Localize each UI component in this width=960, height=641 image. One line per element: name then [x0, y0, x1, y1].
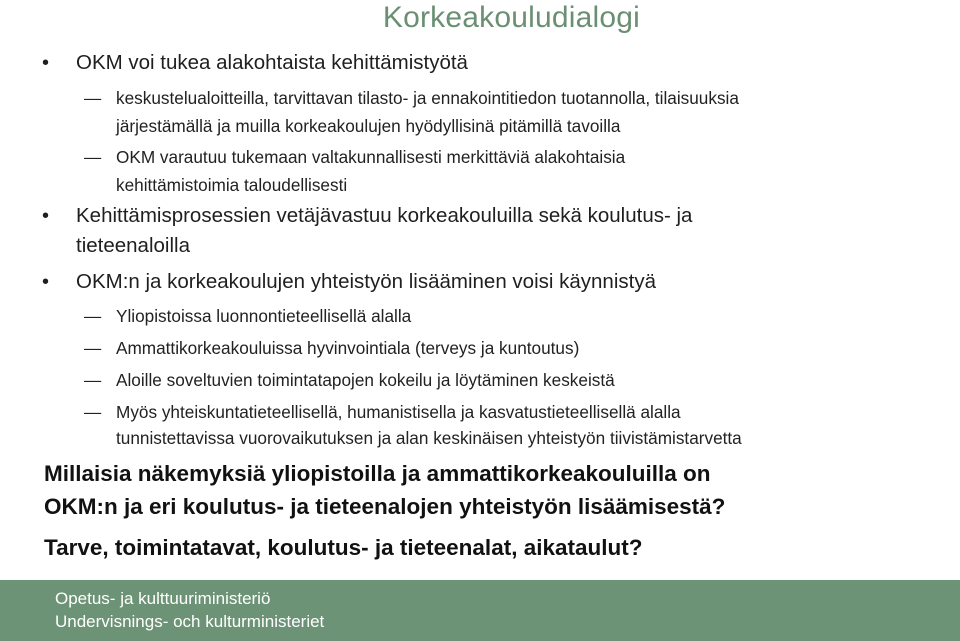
bullet-marker: • — [42, 52, 50, 74]
sub-text: järjestämällä ja muilla korkeakoulujen hyödyllisinä pitämillä tavoilla — [116, 116, 621, 136]
sub-text: Yliopistoissa luonnontieteellisellä alalla — [116, 306, 412, 326]
sub-text: keskustelualoitteilla, tarvittavan tilasto- ja ennakointitiedon tuotannolla, tilaisuuksia — [116, 88, 739, 108]
dash-marker: — — [84, 88, 102, 108]
ministry-name-fi: Opetus- ja kulttuuriministeriö — [55, 589, 271, 608]
question-line: Tarve, toimintatavat, koulutus- ja tieteenalat, aikataulut? — [44, 535, 643, 560]
dash-marker: — — [84, 338, 102, 358]
ministry-footer — [0, 580, 960, 641]
sub-text: kehittämistoimia taloudellisesti — [116, 175, 348, 195]
bullet-text: Kehittämisprosessien vetäjävastuu korkeakouluilla sekä koulutus- ja — [76, 204, 693, 227]
question-line: OKM:n ja eri koulutus- ja tieteenalojen yhteistyön lisäämisestä? — [44, 494, 726, 519]
sub-text: Myös yhteiskuntatieteellisellä, humanistisella ja kasvatustieteellisellä alalla — [116, 402, 681, 422]
bullet-marker: • — [42, 271, 50, 293]
dash-marker: — — [84, 306, 102, 326]
sub-text: Aloille soveltuvien toimintatapojen kokeilu ja löytäminen keskeistä — [116, 370, 615, 390]
dash-marker: — — [84, 370, 102, 390]
sub-text: tunnistettavissa vuorovaikutuksen ja alan keskinäisen yhteistyön tiivistämistarvetta — [116, 428, 742, 448]
question-line: Millaisia näkemyksiä yliopistoilla ja ammattikorkeakouluilla on — [44, 461, 711, 486]
sub-text: Ammattikorkeakouluissa hyvinvointiala (terveys ja kuntoutus) — [116, 338, 580, 358]
bullet-text: tieteenaloilla — [76, 234, 190, 257]
ministry-name-sv: Undervisnings- och kulturministeriet — [55, 612, 325, 631]
slide-title: Korkeakouludialogi — [382, 1, 640, 34]
dash-marker: — — [84, 402, 102, 422]
bullet-text: OKM:n ja korkeakoulujen yhteistyön lisääminen voisi käynnistyä — [76, 270, 656, 293]
bullet-marker: • — [42, 205, 50, 227]
dash-marker: — — [84, 147, 102, 167]
bullet-text: OKM voi tukea alakohtaista kehittämistyötä — [76, 51, 468, 74]
sub-text: OKM varautuu tukemaan valtakunnallisesti merkittäviä alakohtaisia — [116, 147, 626, 167]
